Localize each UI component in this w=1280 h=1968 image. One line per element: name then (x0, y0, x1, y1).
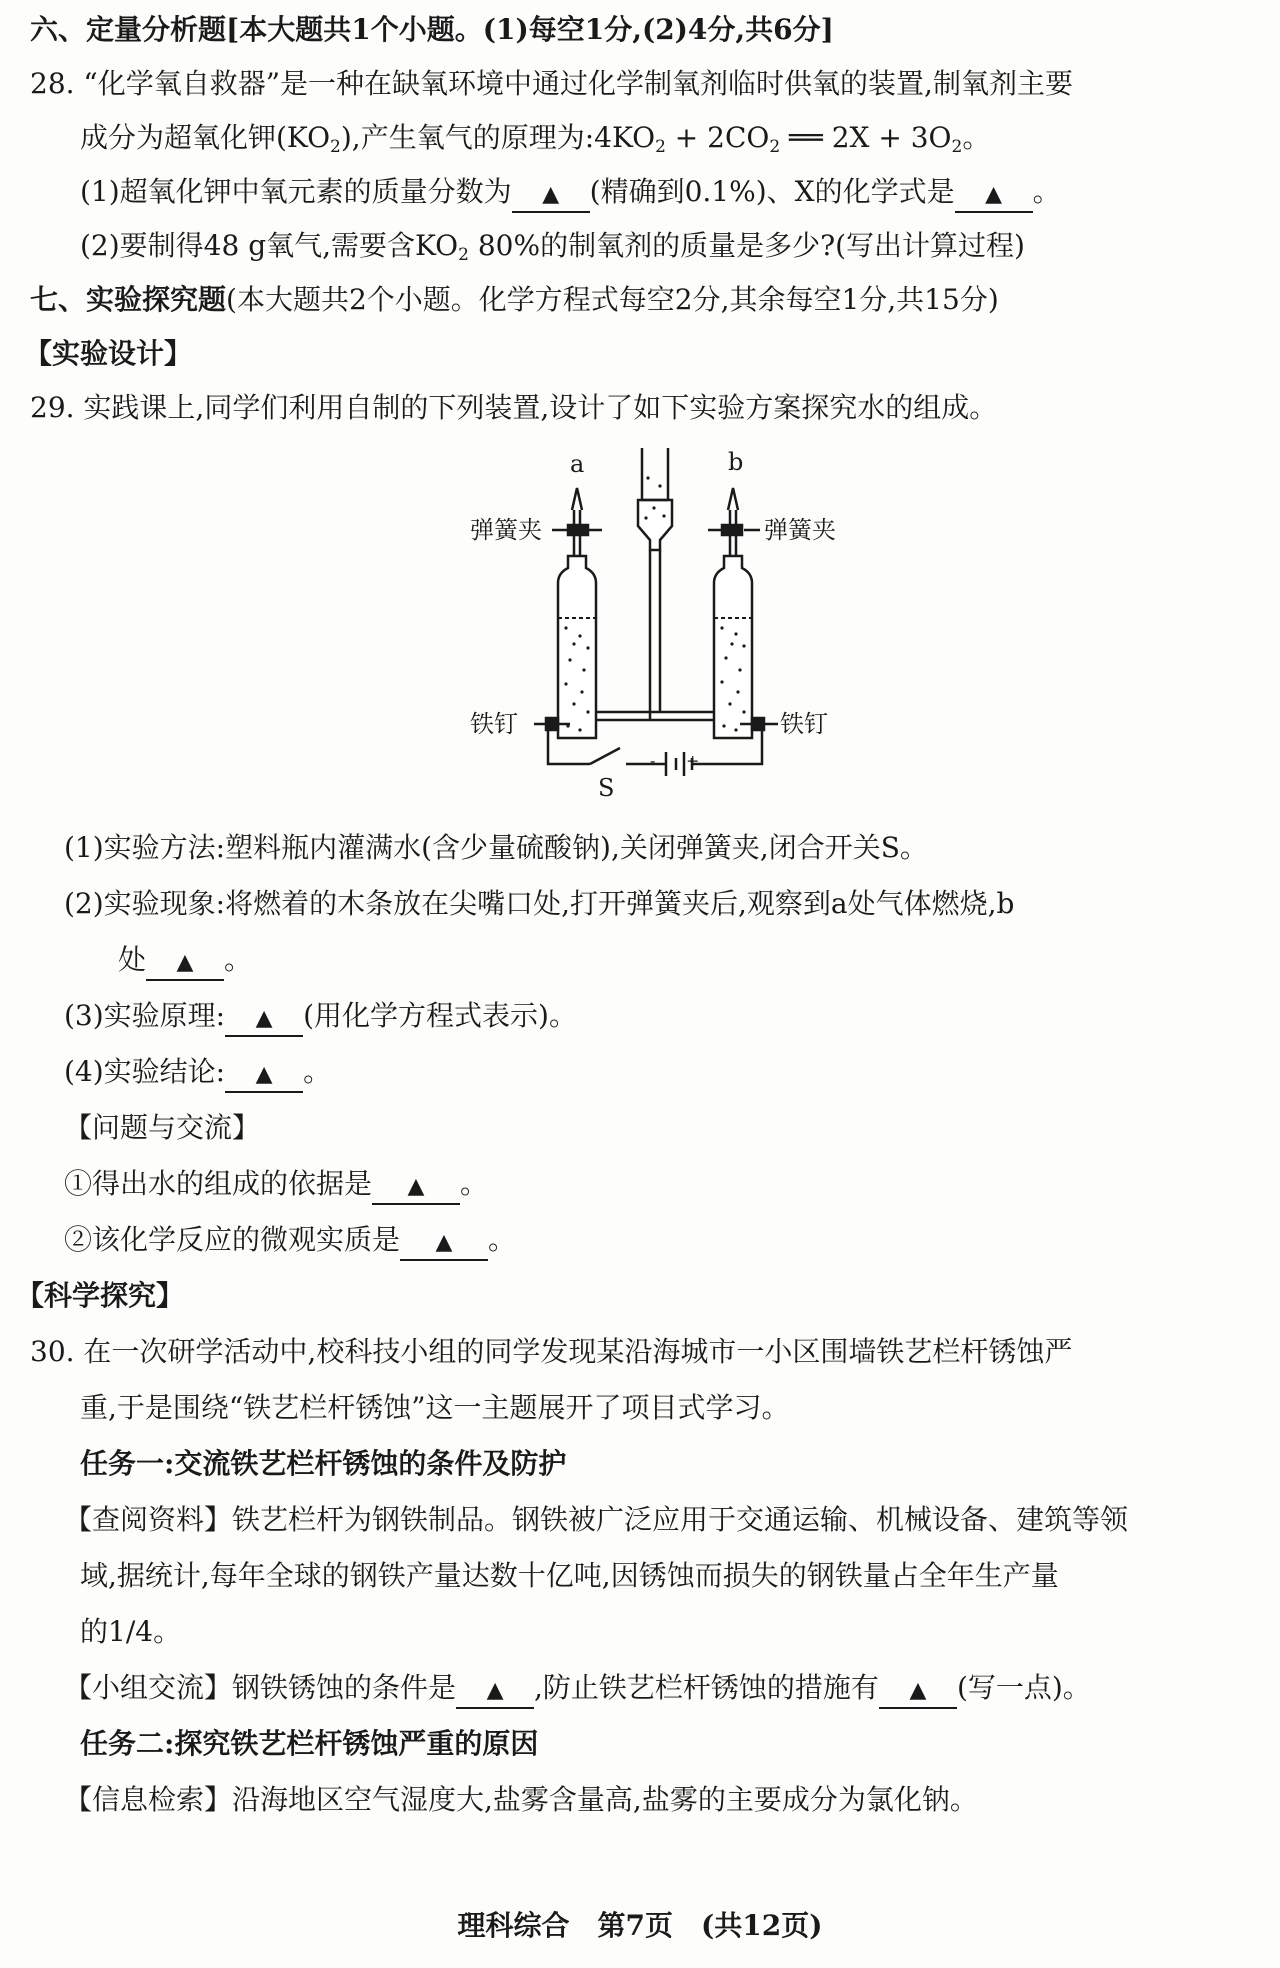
experiment-design-header: 【实验设计】 (24, 337, 193, 370)
q28-stem-line2: 成分为超氧化钾$(KO_2)$,产生氧气的原理为$:4KO_2 + 2CO_2$ ══ $2X + 3O_2$。 (80, 121, 991, 157)
fig-label-a: a (570, 450, 585, 478)
q30-stem-line2: 重,于是围绕“铁艺栏杆锈蚀”这一主题展开了项目式学习。 (80, 1391, 790, 1424)
answer-blank[interactable]: ▲ (512, 176, 590, 213)
fig-label-clamp-left: 弹簧夹 (470, 516, 542, 544)
section-7-title: 七、实验探究题(本大题共2个小题。化学方程式每空2分,其余每空1分,共15分) (30, 283, 999, 316)
footer-total: (共12页) (701, 1909, 823, 1942)
q29-part2: (2)实验现象:将燃着的木条放在尖嘴口处,打开弹簧夹后,观察到a处气体燃烧,b (64, 887, 1015, 920)
q28-part1: (1)超氧化钾中氧元素的质量分数为 ▲ (精确到0.1%)、X的化学式是 ▲ 。 (80, 172, 1061, 213)
fig-label-b: b (728, 448, 744, 476)
fig-label-nail-left: 铁钉 (470, 710, 518, 738)
fig-label-clamp-right: 弹簧夹 (764, 516, 836, 544)
q28-stem-line1: 28. “化学氧自救器”是一种在缺氧环境中通过化学制氧剂临时供氧的装置,制氧剂主要 (30, 67, 1073, 100)
answer-blank[interactable]: ▲ (225, 1000, 303, 1037)
answer-blank[interactable]: ▲ (955, 176, 1033, 213)
section-6-title: 六、定量分析题[本大题共1个小题。(1)每空1分,(2)4分,共6分] (30, 13, 834, 46)
science-inquiry-header: 【科学探究】 (16, 1279, 185, 1312)
svg-text:+: + (686, 751, 700, 770)
q30-reference-line2: 域,据统计,每年全球的钢铁产量达数十亿吨,因锈蚀而损失的钢铁量占全年生产量 (80, 1559, 1059, 1592)
q30-stem-line1: 30. 在一次研学活动中,校科技小组的同学发现某沿海城市一小区围墙铁艺栏杆锈蚀严 (30, 1335, 1073, 1368)
q30-reference-line1: 【查阅资料】铁艺栏杆为钢铁制品。钢铁被广泛应用于交通运输、机械设备、建筑等领 (64, 1503, 1129, 1536)
footer-page: 第7页 (597, 1909, 674, 1942)
fig-label-switch: S (598, 774, 615, 798)
q29-part3: (3)实验原理: ▲ (用化学方程式表示)。 (64, 996, 577, 1037)
q29-part1: (1)实验方法:塑料瓶内灌满水(含少量硫酸钠),关闭弹簧夹,闭合开关S。 (64, 831, 928, 864)
page-footer (0, 1904, 1280, 1944)
q29-question-2: ②该化学反应的微观实质是 ▲ 。 (64, 1220, 516, 1261)
answer-blank[interactable]: ▲ (456, 1672, 534, 1709)
svg-text:-: - (650, 751, 656, 770)
q30-reference-line3: 的1/4。 (80, 1615, 182, 1648)
q30-information-search: 【信息检索】沿海地区空气湿度大,盐雾含量高,盐雾的主要成分为氯化钠。 (64, 1783, 978, 1816)
q29-question-1: ①得出水的组成的依据是 ▲ 。 (64, 1164, 488, 1205)
answer-blank[interactable]: ▲ (372, 1168, 460, 1205)
answer-blank[interactable]: ▲ (879, 1672, 957, 1709)
answer-blank[interactable]: ▲ (225, 1056, 303, 1093)
qa-header: 【问题与交流】 (64, 1111, 261, 1144)
q29-part2-cont: 处 ▲ 。 (118, 940, 252, 981)
answer-blank[interactable]: ▲ (400, 1224, 488, 1261)
q28-part2: (2)要制得48 g氧气,需要含$KO_2$ 80%的制氧剂的质量是多少?(写出计算过程) (80, 229, 1025, 265)
task-2-title: 任务二:探究铁艺栏杆锈蚀严重的原因 (80, 1727, 539, 1760)
task-1-title: 任务一:交流铁艺栏杆锈蚀的条件及防护 (80, 1447, 567, 1480)
answer-blank[interactable]: ▲ (146, 944, 224, 981)
fig-label-nail-right: 铁钉 (780, 710, 828, 738)
electrolysis-apparatus-figure (470, 448, 850, 798)
q29-stem: 29. 实践课上,同学们利用自制的下列装置,设计了如下实验方案探究水的组成。 (30, 391, 998, 424)
q29-part4: (4)实验结论: ▲ 。 (64, 1052, 331, 1093)
footer-subject: 理科综合 (457, 1909, 570, 1942)
q30-group-discussion: 【小组交流】钢铁锈蚀的条件是 ▲ ,防止铁艺栏杆锈蚀的措施有 ▲ (写一点)。 (64, 1668, 1091, 1709)
